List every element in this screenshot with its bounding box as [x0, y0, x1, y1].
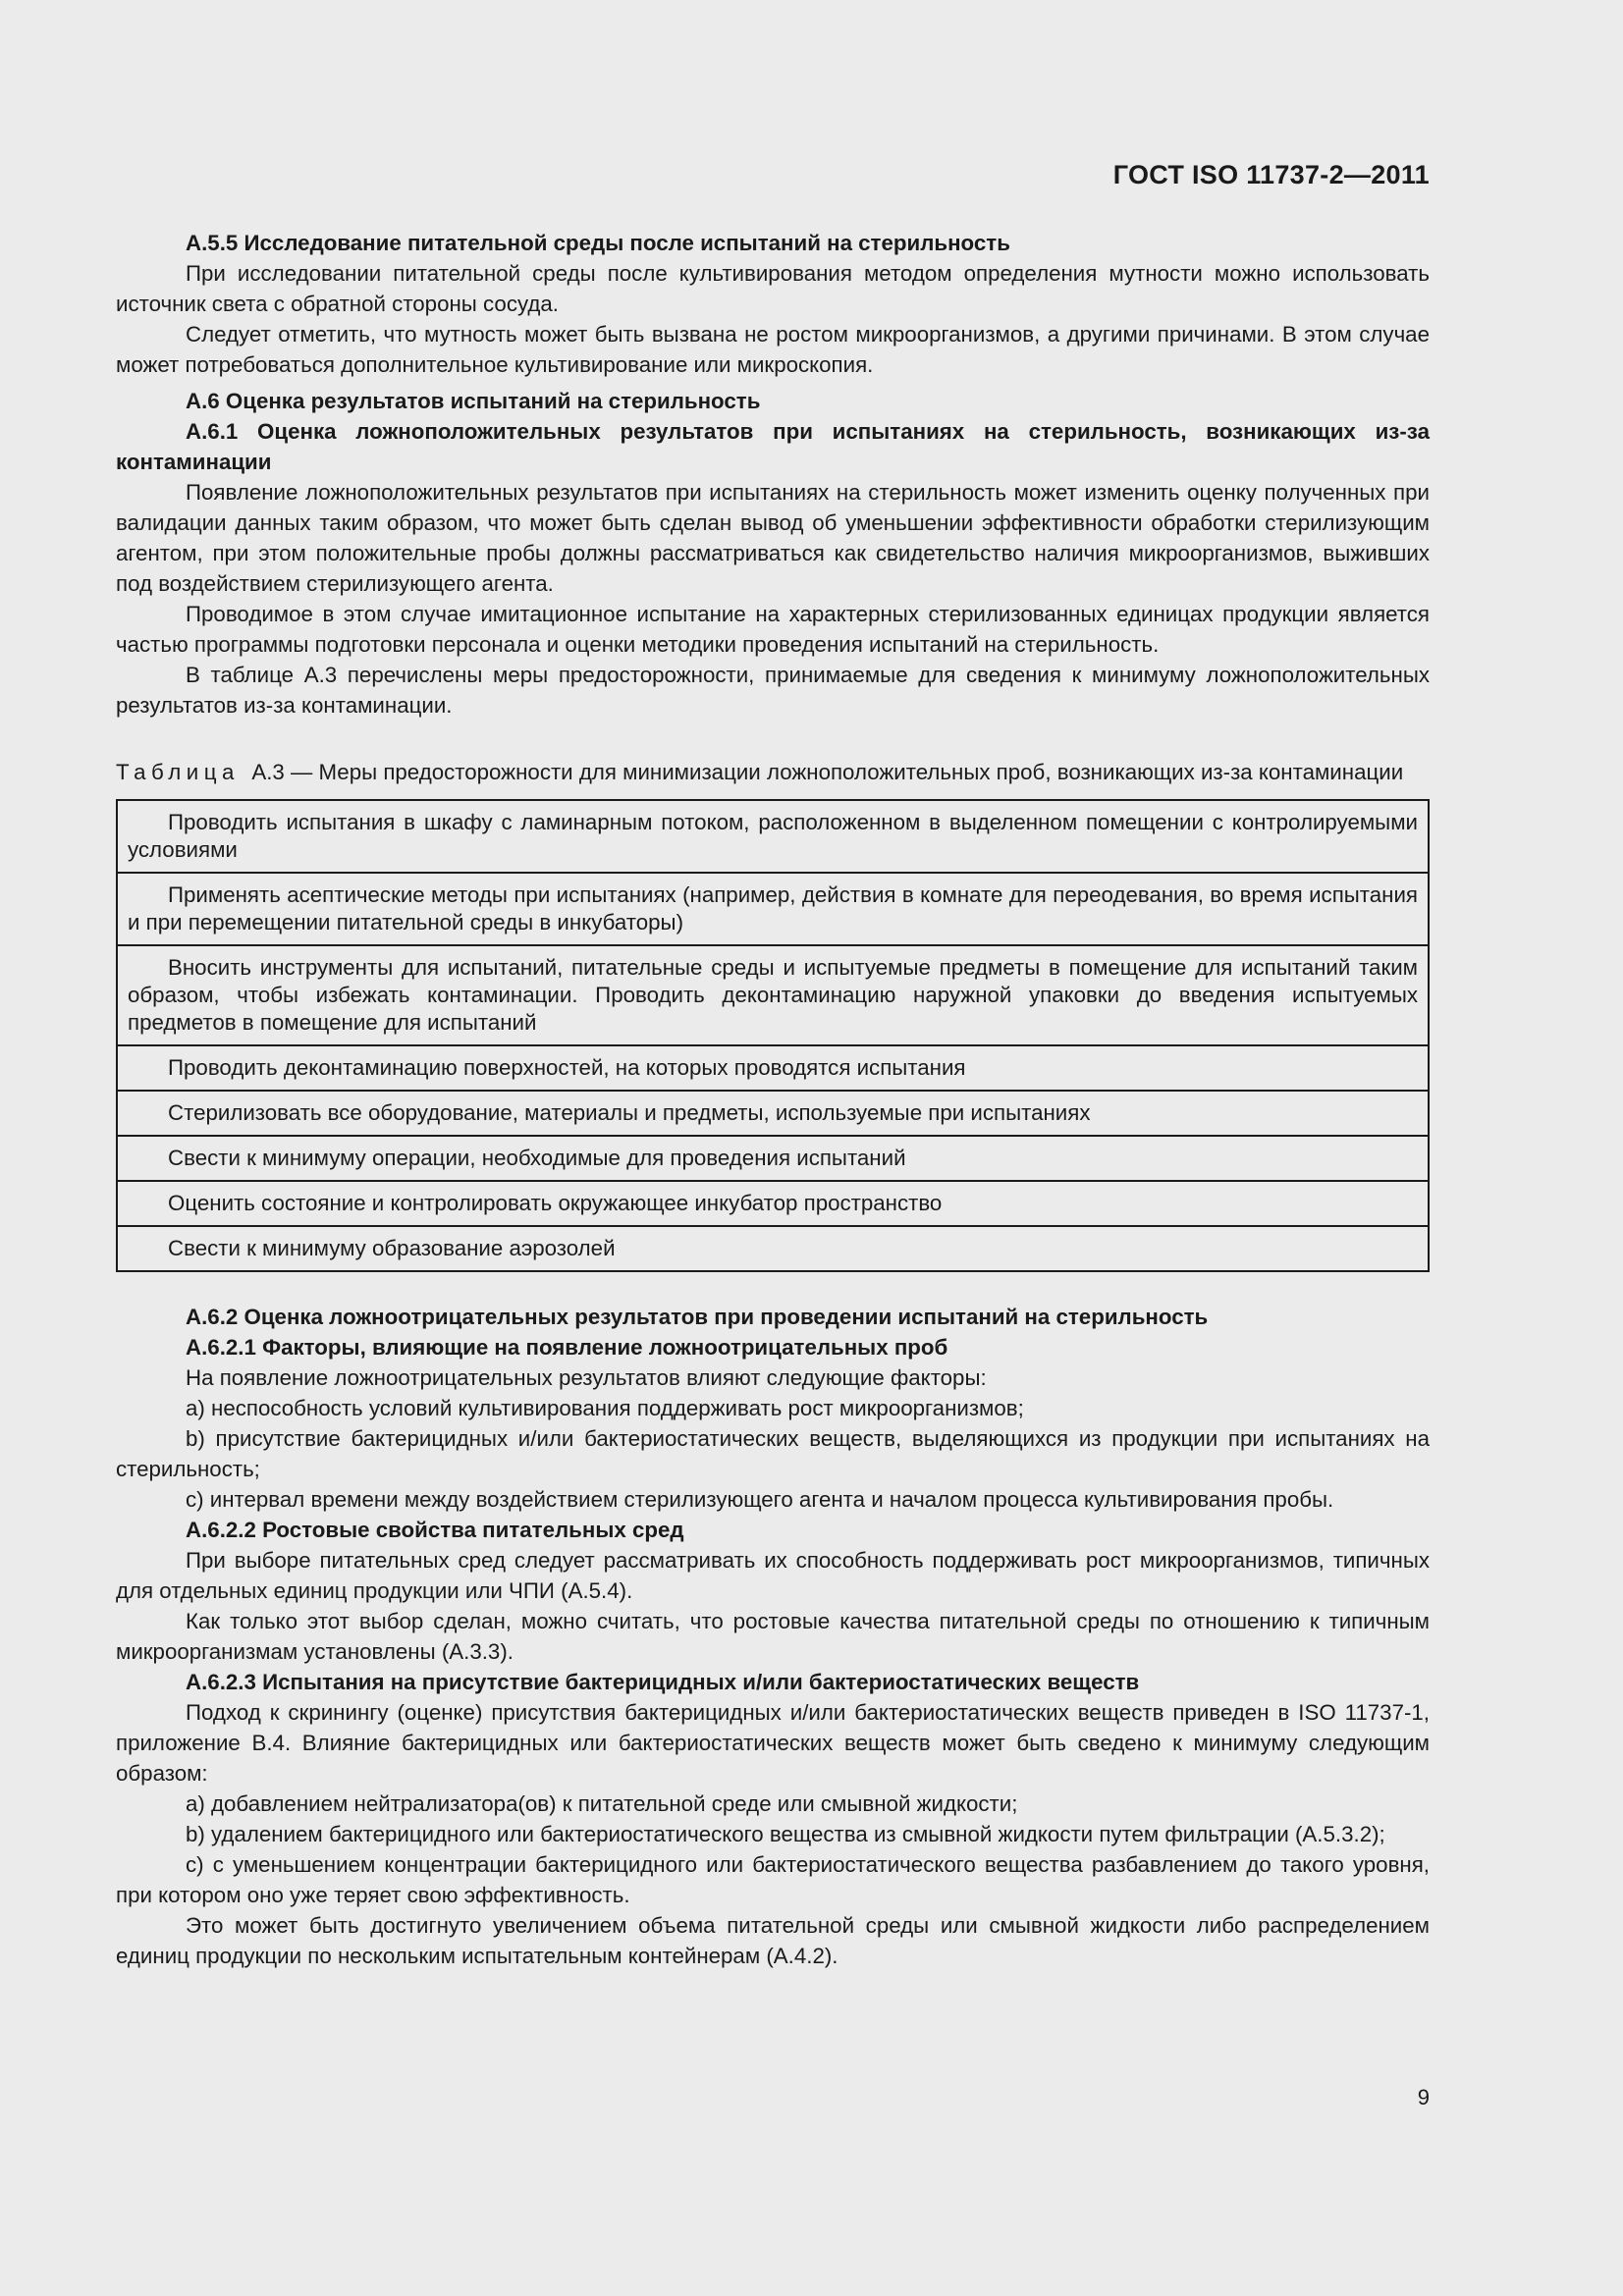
paragraph: Проводимое в этом случае имитационное испытание на характерных стерилизованных единицах продукции является частью программы подготовки персонала и оценки методики проведения испытаний на стерильность.: [116, 602, 1430, 657]
heading-a-6-2: А.6.2 Оценка ложноотрицательных результатов при проведении испытаний на стерильность: [186, 1305, 1209, 1329]
list-item: а) добавлением нейтрализатора(ов) к питательной среде или смывной жидкости;: [186, 1791, 1018, 1816]
list-item: с) с уменьшением концентрации бактерицидного или бактериостатического вещества разбавлением до такого уровня, при котором оно уже теряет свою эффективность.: [116, 1852, 1430, 1907]
heading-a-5-5: А.5.5 Исследование питательной среды после испытаний на стерильность: [186, 231, 1010, 255]
list-item: b) присутствие бактерицидных и/или бактериостатических веществ, выделяющихся из продукции при испытаниях на стерильность;: [116, 1426, 1430, 1481]
heading-a-6-1: А.6.1 Оценка ложноположительных результатов при испытаниях на стерильность, возникающих из-за контаминации: [116, 419, 1430, 474]
precautions-table: [116, 799, 1430, 1272]
table-row: [117, 1226, 1429, 1271]
table-cell: Оценить состояние и контролировать окружающее инкубатор пространство: [117, 1181, 1429, 1226]
table-cell: Свести к минимуму операции, необходимые для проведения испытаний: [117, 1136, 1429, 1181]
table-caption-text: А.3 — Меры предосторожности для минимизации ложноположительных проб, возникающих из-за контаминации: [251, 760, 1404, 784]
page-number: 9: [1417, 2085, 1430, 2109]
table-cell: Свести к минимуму образование аэрозолей: [117, 1226, 1429, 1271]
heading-a-6-2-1: А.6.2.1 Факторы, влияющие на появление ложноотрицательных проб: [186, 1335, 948, 1360]
paragraph: Это может быть достигнуто увеличением объема питательной среды или смывной жидкости либо распределением единиц продукции по нескольким испытательным контейнерам (А.4.2).: [116, 1913, 1430, 1968]
table-cell: Применять асептические методы при испытаниях (например, действия в комнате для переодевания, во время испытания и при перемещении питательной среды в инкубаторы): [117, 873, 1429, 945]
paragraph: Подход к скринингу (оценке) присутствия бактерицидных и/или бактериостатических веществ приведен в ISO 11737-1, приложение В.4. Влияние бактерицидных или бактериостатических веществ может быть сведено к минимуму следующим образом:: [116, 1700, 1430, 1786]
table-row: [117, 1045, 1429, 1091]
heading-a-6-2-2: А.6.2.2 Ростовые свойства питательных сред: [186, 1518, 684, 1542]
list-item: b) удалением бактерицидного или бактериостатического вещества из смывной жидкости путем фильтрации (А.5.3.2);: [186, 1822, 1385, 1846]
table-row: [117, 1136, 1429, 1181]
table-row: [117, 800, 1429, 873]
table-cell: Проводить деконтаминацию поверхностей, на которых проводятся испытания: [117, 1045, 1429, 1091]
table-row: [117, 873, 1429, 945]
table-row: [117, 1181, 1429, 1226]
paragraph: В таблице А.3 перечислены меры предосторожности, принимаемые для сведения к минимуму ложноположительных результатов из-за контаминации.: [116, 663, 1430, 718]
table-row: [117, 1091, 1429, 1136]
document-header: ГОСТ ISO 11737-2—2011: [1112, 160, 1430, 189]
paragraph: При выборе питательных сред следует рассматривать их способность поддерживать рост микроорганизмов, типичных для отдельных единиц продукции или ЧПИ (А.5.4).: [116, 1548, 1430, 1603]
paragraph: Как только этот выбор сделан, можно считать, что ростовые качества питательной среды по отношению к типичным микроорганизмам установлены (А.3.3).: [116, 1609, 1430, 1664]
table-caption-label: Таблица: [116, 760, 240, 784]
paragraph: При исследовании питательной среды после культивирования методом определения мутности можно использовать источник света с обратной стороны сосуда.: [116, 261, 1430, 316]
heading-a-6-2-3: А.6.2.3 Испытания на присутствие бактерицидных и/или бактериостатических веществ: [186, 1670, 1140, 1694]
document-body: [116, 228, 1430, 1971]
heading-a-6: А.6 Оценка результатов испытаний на стерильность: [186, 389, 761, 413]
table-cell: Стерилизовать все оборудование, материалы и предметы, используемые при испытаниях: [117, 1091, 1429, 1136]
table-caption: [116, 758, 1430, 786]
table-row: [117, 945, 1429, 1045]
paragraph: На появление ложноотрицательных результатов влияют следующие факторы:: [186, 1365, 987, 1390]
list-item: а) неспособность условий культивирования поддерживать рост микроорганизмов;: [186, 1396, 1024, 1420]
list-item: с) интервал времени между воздействием стерилизующего агента и началом процесса культивирования пробы.: [186, 1487, 1334, 1512]
paragraph: Появление ложноположительных результатов при испытаниях на стерильность может изменить оценку полученных при валидации данных таким образом, что может быть сделан вывод об уменьшении эффективности обработки стерилизующим агентом, при этом положительные пробы должны рассматриваться как свидетельство наличия микроорганизмов, выживших под воздействием стерилизующего агента.: [116, 480, 1430, 596]
table-cell: Вносить инструменты для испытаний, питательные среды и испытуемые предметы в помещение для испытаний таким образом, чтобы избежать контаминации. Проводить деконтаминацию наружной упаковки до введения испытуемых предметов в помещение для испытаний: [117, 945, 1429, 1045]
table-cell: Проводить испытания в шкафу с ламинарным потоком, расположенном в выделенном помещении с контролируемыми условиями: [117, 800, 1429, 873]
paragraph: Следует отметить, что мутность может быть вызвана не ростом микроорганизмов, а другими причинами. В этом случае может потребоваться дополнительное культивирование или микроскопия.: [116, 322, 1430, 377]
